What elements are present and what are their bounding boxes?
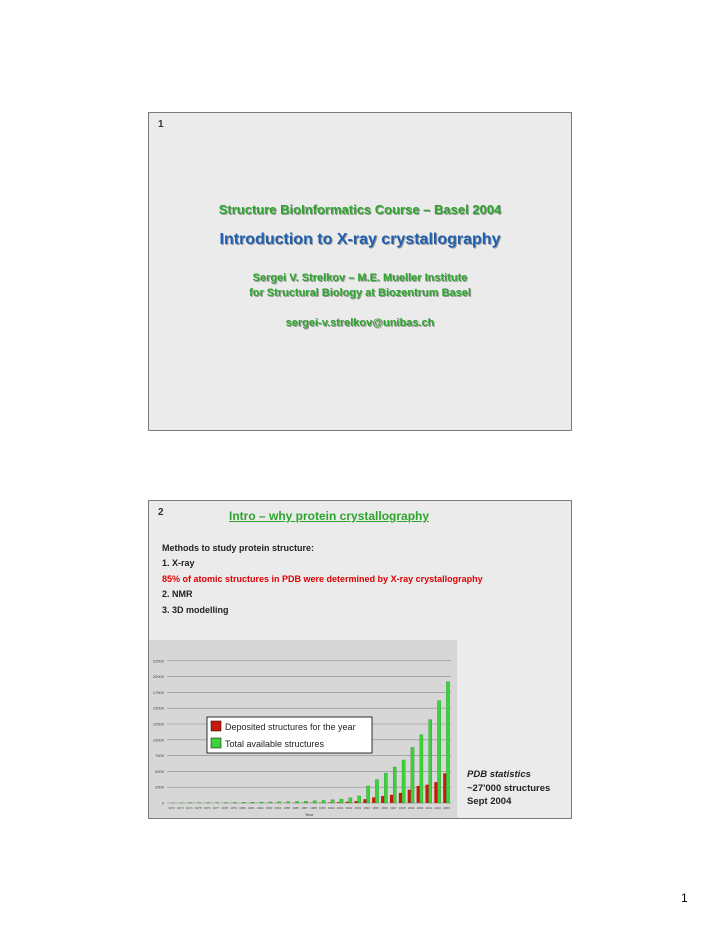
chart-x-axis-label: Year <box>304 812 314 817</box>
y-tick-label: 2500 <box>155 784 164 790</box>
bar-total <box>340 799 343 803</box>
slide-2-title: Intro – why protein crystallography <box>229 509 430 523</box>
x-tick-label: 2000 <box>416 806 424 810</box>
x-tick-label: 1972 <box>168 806 175 810</box>
slide-2 <box>148 500 572 819</box>
x-tick-label: 1983 <box>265 806 273 810</box>
y-tick-label: 0 <box>161 800 164 806</box>
y-tick-label: 10000 <box>152 737 164 743</box>
x-tick-label: 1996 <box>381 806 388 810</box>
legend-swatch-deposited <box>211 721 221 731</box>
bar-total <box>260 802 263 803</box>
author-email: sergei-v.strelkov@unibas.ch <box>285 317 435 329</box>
bar-total <box>251 802 254 803</box>
bar-total <box>313 801 316 803</box>
x-tick-label: 1995 <box>372 806 379 810</box>
bar-total <box>384 773 387 803</box>
method-nmr: 2. NMR <box>162 589 193 600</box>
x-tick-label: 1993 <box>354 806 362 810</box>
bar-deposited <box>408 790 411 803</box>
x-tick-label: 1977 <box>212 806 220 810</box>
bar-total <box>367 786 370 803</box>
chart-legend <box>207 717 372 753</box>
bar-total <box>233 802 236 803</box>
page-number: 1 <box>681 891 688 905</box>
x-tick-label: 1987 <box>301 806 308 810</box>
y-tick-label: 5000 <box>155 768 164 774</box>
slide-1-number: 1 <box>158 119 164 130</box>
bar-deposited <box>417 786 420 803</box>
bar-total <box>269 802 272 803</box>
bar-total <box>242 802 245 803</box>
author-block <box>149 271 571 301</box>
x-tick-label: 1980 <box>239 806 246 810</box>
bar-deposited <box>390 795 393 803</box>
bar-deposited <box>363 799 366 803</box>
bar-total <box>429 720 432 803</box>
bar-deposited <box>337 802 340 803</box>
x-tick-label: 1976 <box>203 806 211 810</box>
bar-deposited <box>434 782 437 803</box>
bar-deposited <box>399 793 402 803</box>
x-tick-label: 1986 <box>292 806 300 810</box>
bar-total <box>375 780 378 803</box>
bar-total <box>358 796 361 803</box>
bar-deposited <box>443 773 446 803</box>
x-tick-label: 1989 <box>318 806 326 810</box>
legend-label-deposited: Deposited structures for the year <box>225 722 356 732</box>
presentation-title: Introduction to X-ray crystallography <box>219 231 501 248</box>
legend-label-total: Total available structures <box>225 739 325 749</box>
bar-deposited <box>425 785 428 803</box>
author-line-1: Sergei V. Strelkov – M.E. Mueller Institute <box>252 272 468 284</box>
stats-date: Sept 2004 <box>467 796 512 807</box>
x-tick-label: 1973 <box>176 806 184 810</box>
methods-list <box>162 541 483 618</box>
slide-2-number: 2 <box>158 507 164 518</box>
x-tick-label: 1990 <box>327 806 335 810</box>
method-modelling: 3. 3D modelling <box>162 604 229 615</box>
methods-heading: Methods to study protein structure: <box>162 543 315 553</box>
bar-deposited <box>381 796 384 803</box>
stats-count: ~27'000 structures <box>467 782 551 794</box>
bar-total <box>438 701 441 803</box>
y-tick-label: 7500 <box>155 753 164 759</box>
x-tick-label: 1992 <box>345 806 353 810</box>
x-tick-label: 1981 <box>247 806 255 810</box>
bar-total <box>393 767 396 803</box>
x-tick-label: 1998 <box>398 806 406 810</box>
bar-total <box>322 800 325 803</box>
x-tick-label: 1979 <box>230 806 237 810</box>
bar-total <box>278 802 281 803</box>
method-xray: 1. X-ray <box>162 558 195 569</box>
y-tick-label: 22500 <box>152 658 164 664</box>
bar-total <box>287 802 290 803</box>
stats-label: PDB statistics <box>467 769 531 780</box>
y-tick-label: 20000 <box>152 674 164 680</box>
slide-1 <box>148 112 572 431</box>
course-title: Structure BioInformatics Course – Basel 2004 <box>218 202 502 217</box>
x-tick-label: 2001 <box>425 806 433 810</box>
y-tick-label: 17500 <box>152 689 164 695</box>
x-tick-label: 1984 <box>274 806 282 810</box>
bar-total <box>331 800 334 803</box>
legend-swatch-total <box>211 738 221 748</box>
x-tick-label: 1997 <box>389 806 397 810</box>
bar-deposited <box>346 802 349 803</box>
x-tick-label: 1982 <box>256 806 264 810</box>
bar-deposited <box>328 802 331 803</box>
y-tick-label: 15000 <box>152 705 164 711</box>
bar-total <box>349 798 352 803</box>
x-tick-label: 1975 <box>194 806 202 810</box>
x-tick-label: 1985 <box>283 806 291 810</box>
bar-total <box>420 735 423 803</box>
bar-total <box>296 801 299 803</box>
bar-total <box>411 747 414 803</box>
xray-highlight: 85% of atomic structures in PDB were determined by X-ray crystallography <box>162 573 483 584</box>
bar-total <box>446 682 449 803</box>
pdb-growth-chart <box>149 640 457 818</box>
y-tick-label: 12500 <box>152 721 164 727</box>
x-tick-label: 1991 <box>336 806 344 810</box>
bar-deposited <box>372 797 375 803</box>
author-line-2: for Structural Biology at Biozentrum Basel <box>249 287 471 299</box>
bar-total <box>304 801 307 803</box>
bar-deposited <box>354 801 357 803</box>
bar-total <box>402 760 405 803</box>
x-tick-label: 2002 <box>434 806 442 810</box>
x-tick-label: 1978 <box>221 806 229 810</box>
x-tick-label: 1999 <box>407 806 415 810</box>
x-tick-label: 2003 <box>443 806 450 810</box>
x-tick-label: 1974 <box>185 806 193 810</box>
pdb-statistics <box>467 768 550 809</box>
x-tick-label: 1994 <box>363 806 371 810</box>
x-tick-label: 1988 <box>310 806 317 810</box>
